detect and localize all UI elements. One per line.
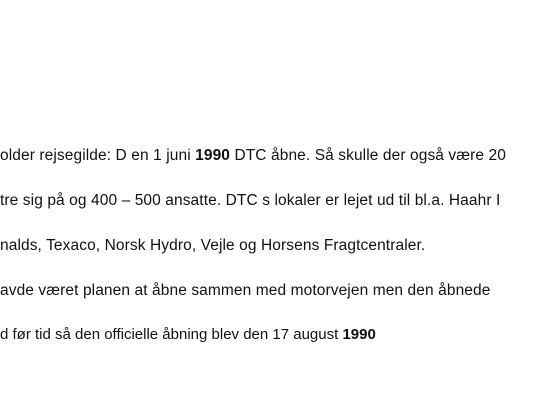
line-5-segment: d før tid så den officielle åbning blev den 17 august bbox=[0, 326, 343, 343]
line-1-segment: DTC åbne. Så skulle der også være 20 bbox=[230, 147, 506, 164]
text-line-2 bbox=[0, 191, 500, 211]
text-line-5 bbox=[0, 325, 376, 345]
text-line-4 bbox=[0, 281, 490, 301]
line-3-segment: nalds, Texaco, Norsk Hydro, Vejle og Horsens Fragtcentraler. bbox=[0, 237, 426, 254]
line-4-segment: avde været planen at åbne sammen med motorvejen men den åbnede bbox=[0, 282, 491, 299]
line-1-year: 1990 bbox=[195, 147, 231, 164]
line-2-segment: tre sig på og 400 – 500 ansatte. DTC s lokaler er lejet ud til bl.a. Haahr I bbox=[0, 192, 501, 209]
text-line-3 bbox=[0, 236, 425, 256]
line-1-segment: older rejsegilde: D en 1 juni bbox=[0, 147, 196, 164]
text-line-1 bbox=[0, 146, 506, 166]
line-5-year: 1990 bbox=[342, 326, 376, 343]
